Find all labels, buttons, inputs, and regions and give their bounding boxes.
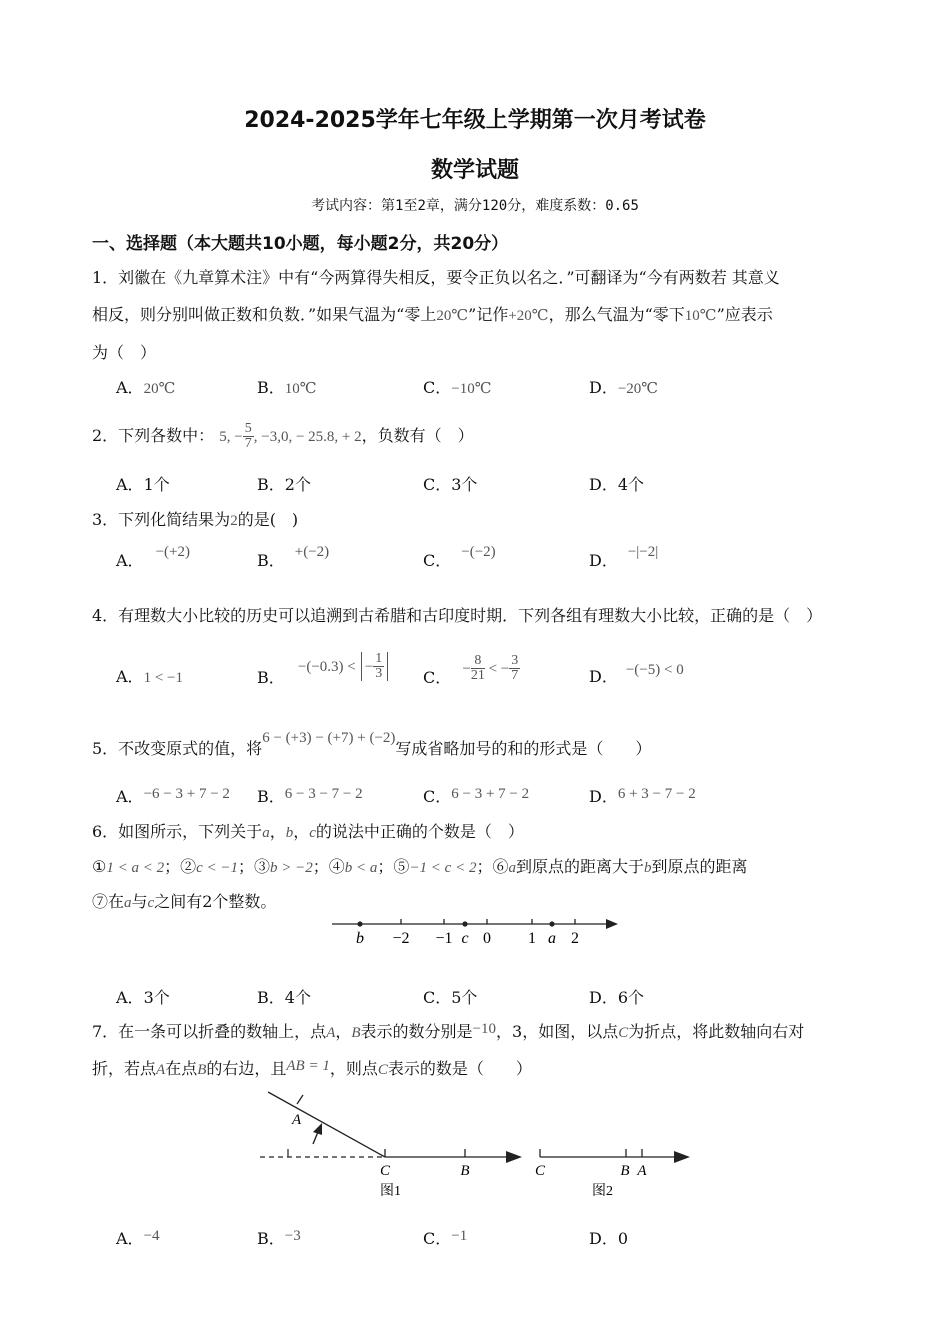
q6-option-a[interactable]: A．3个 (116, 988, 170, 1007)
point-b (357, 921, 362, 926)
question-1-line-1: 1．刘徽在《九章算术注》中有“今两算得失相反，要令正负以名之．”可翻译为“今有两数若 其意义 (92, 268, 780, 287)
fig1-tick-a (297, 1095, 303, 1104)
q2-option-b[interactable]: B．2个 (257, 475, 311, 494)
question-6-line-3: ⑦在a与c之间有2个整数。 (92, 892, 277, 911)
q4-option-b[interactable]: B． −(−0.3) < − $\frac{1}{3}$ (257, 664, 388, 693)
fig2-label-c: C (534, 1163, 546, 1179)
q1-option-c[interactable]: C．−10℃ (423, 378, 492, 397)
q3-option-d[interactable]: D． −|−2| (589, 544, 659, 570)
section-heading: 一、选择题（本大题共10小题，每小题2分，共20分） (92, 234, 509, 254)
q4-option-d[interactable]: D． −(−5) < 0 (589, 662, 684, 686)
page-title: 2024-2025学年七年级上学期第一次月考试卷 (244, 108, 706, 133)
question-4: 4．有理数大小比较的历史可以追溯到古希腊和古印度时期．下列各组有理数大小比较，正确的是（ ） (92, 606, 823, 625)
q7-option-b[interactable]: B．−3 (257, 1228, 301, 1248)
question-7-line-1: 7．在一条可以折叠的数轴上，点A，B表示的数分别是−10，3，如图，以点C为折点，将此数轴向右对 (92, 1021, 805, 1041)
question-1-line-2: 相反，则分别叫做正数和负数．”如果气温为“零上20℃”记作+20℃，那么气温为“零下10℃”应表示 (92, 305, 773, 324)
label-a: a (548, 930, 556, 947)
q2-option-a[interactable]: A．1个 (116, 475, 170, 494)
q6-option-c[interactable]: C．5个 (423, 988, 478, 1007)
point-c (462, 921, 467, 926)
q2-option-d[interactable]: D．4个 (589, 475, 645, 494)
exam-info: 考试内容：第1至2章，满分120分，难度系数：0.65 (311, 198, 639, 214)
fig1-fold-arrowhead (313, 1123, 322, 1135)
q5-option-a[interactable]: A．−6 − 3 + 7 − 2 (116, 786, 230, 806)
page-subtitle: 数学试题 (430, 158, 519, 183)
label-b: b (356, 930, 364, 947)
q7-option-d[interactable]: D．0 (589, 1229, 629, 1248)
fig2-label-b: B (620, 1163, 630, 1179)
question-6-line-2: ①1 < a < 2；②c < −1；③b > −2；④b < a；⑤−1 < c < 2；⑥a到原点的距离大于b到原点的距离 (92, 857, 748, 876)
fig1-caption: 图1 (380, 1184, 401, 1199)
q4-option-c[interactable]: C． − $\frac{8}{21}$ < − $\frac{3}{7}$ (423, 653, 519, 687)
label-1: 1 (528, 930, 536, 947)
question-6-line-1: 6．如图所示，下列关于a，b，c的说法中正确的个数是（ ） (92, 822, 524, 841)
q7-option-c[interactable]: C．−1 (423, 1228, 468, 1248)
q4-option-a[interactable]: A．1 < −1 (116, 667, 183, 686)
q3-option-b[interactable]: B． +(−2) (257, 544, 330, 570)
q5-option-d[interactable]: D．6 + 3 − 7 − 2 (589, 786, 696, 806)
question-1-line-3: 为（ ） (92, 343, 157, 362)
q5-option-b[interactable]: B．6 − 3 − 7 − 2 (257, 786, 363, 806)
fig2-label-a: A (637, 1163, 647, 1179)
q6-option-d[interactable]: D．6个 (589, 988, 645, 1007)
point-a (549, 921, 554, 926)
fig1-label-b: B (460, 1163, 470, 1179)
q2-option-c[interactable]: C．3个 (423, 475, 478, 494)
label-c: c (461, 930, 469, 947)
fig1-folded-segment (268, 1092, 385, 1157)
q5-option-c[interactable]: C．6 − 3 + 7 − 2 (423, 786, 530, 806)
q6-option-b[interactable]: B．4个 (257, 988, 311, 1007)
question-3: 3．下列化简结果为2的是( ) (92, 510, 299, 529)
label-minus-2: −2 (392, 930, 410, 947)
q1-option-d[interactable]: D．−20℃ (589, 378, 659, 397)
fig1-label-c: C (379, 1163, 391, 1179)
question-2: 2．下列各数中： 5, − $\frac{5}{7}$ , −3,0, − 25.8, + 2，负数有（ ） (92, 421, 474, 451)
fig1-axis-arrow (506, 1151, 522, 1163)
label-minus-1: −1 (435, 930, 453, 947)
q1-option-a[interactable]: A．20℃ (116, 378, 176, 397)
label-0: 0 (483, 930, 491, 947)
fig1-label-a: A (292, 1112, 302, 1128)
number-line-figure (320, 910, 630, 952)
q3-option-a[interactable]: A． −(+2) (116, 544, 190, 570)
label-2: 2 (571, 930, 579, 947)
fig2-axis-arrow (674, 1151, 690, 1163)
folding-number-line-figure (250, 1082, 700, 1202)
question-5: 5．不改变原式的值，将6 − (+3) − (+7) + (−2)写成省略加号的和的形式是（ ） (92, 730, 652, 758)
q1-option-b[interactable]: B．10℃ (257, 378, 317, 397)
q7-option-a[interactable]: A．−4 (116, 1228, 160, 1248)
fig2-caption: 图2 (592, 1184, 613, 1199)
question-7-line-2: 折，若点A在点B的右边，且AB = 1，则点C表示的数是（ ） (92, 1058, 532, 1078)
q3-option-c[interactable]: C． −(−2) (423, 544, 496, 570)
axis-arrow (606, 919, 618, 929)
